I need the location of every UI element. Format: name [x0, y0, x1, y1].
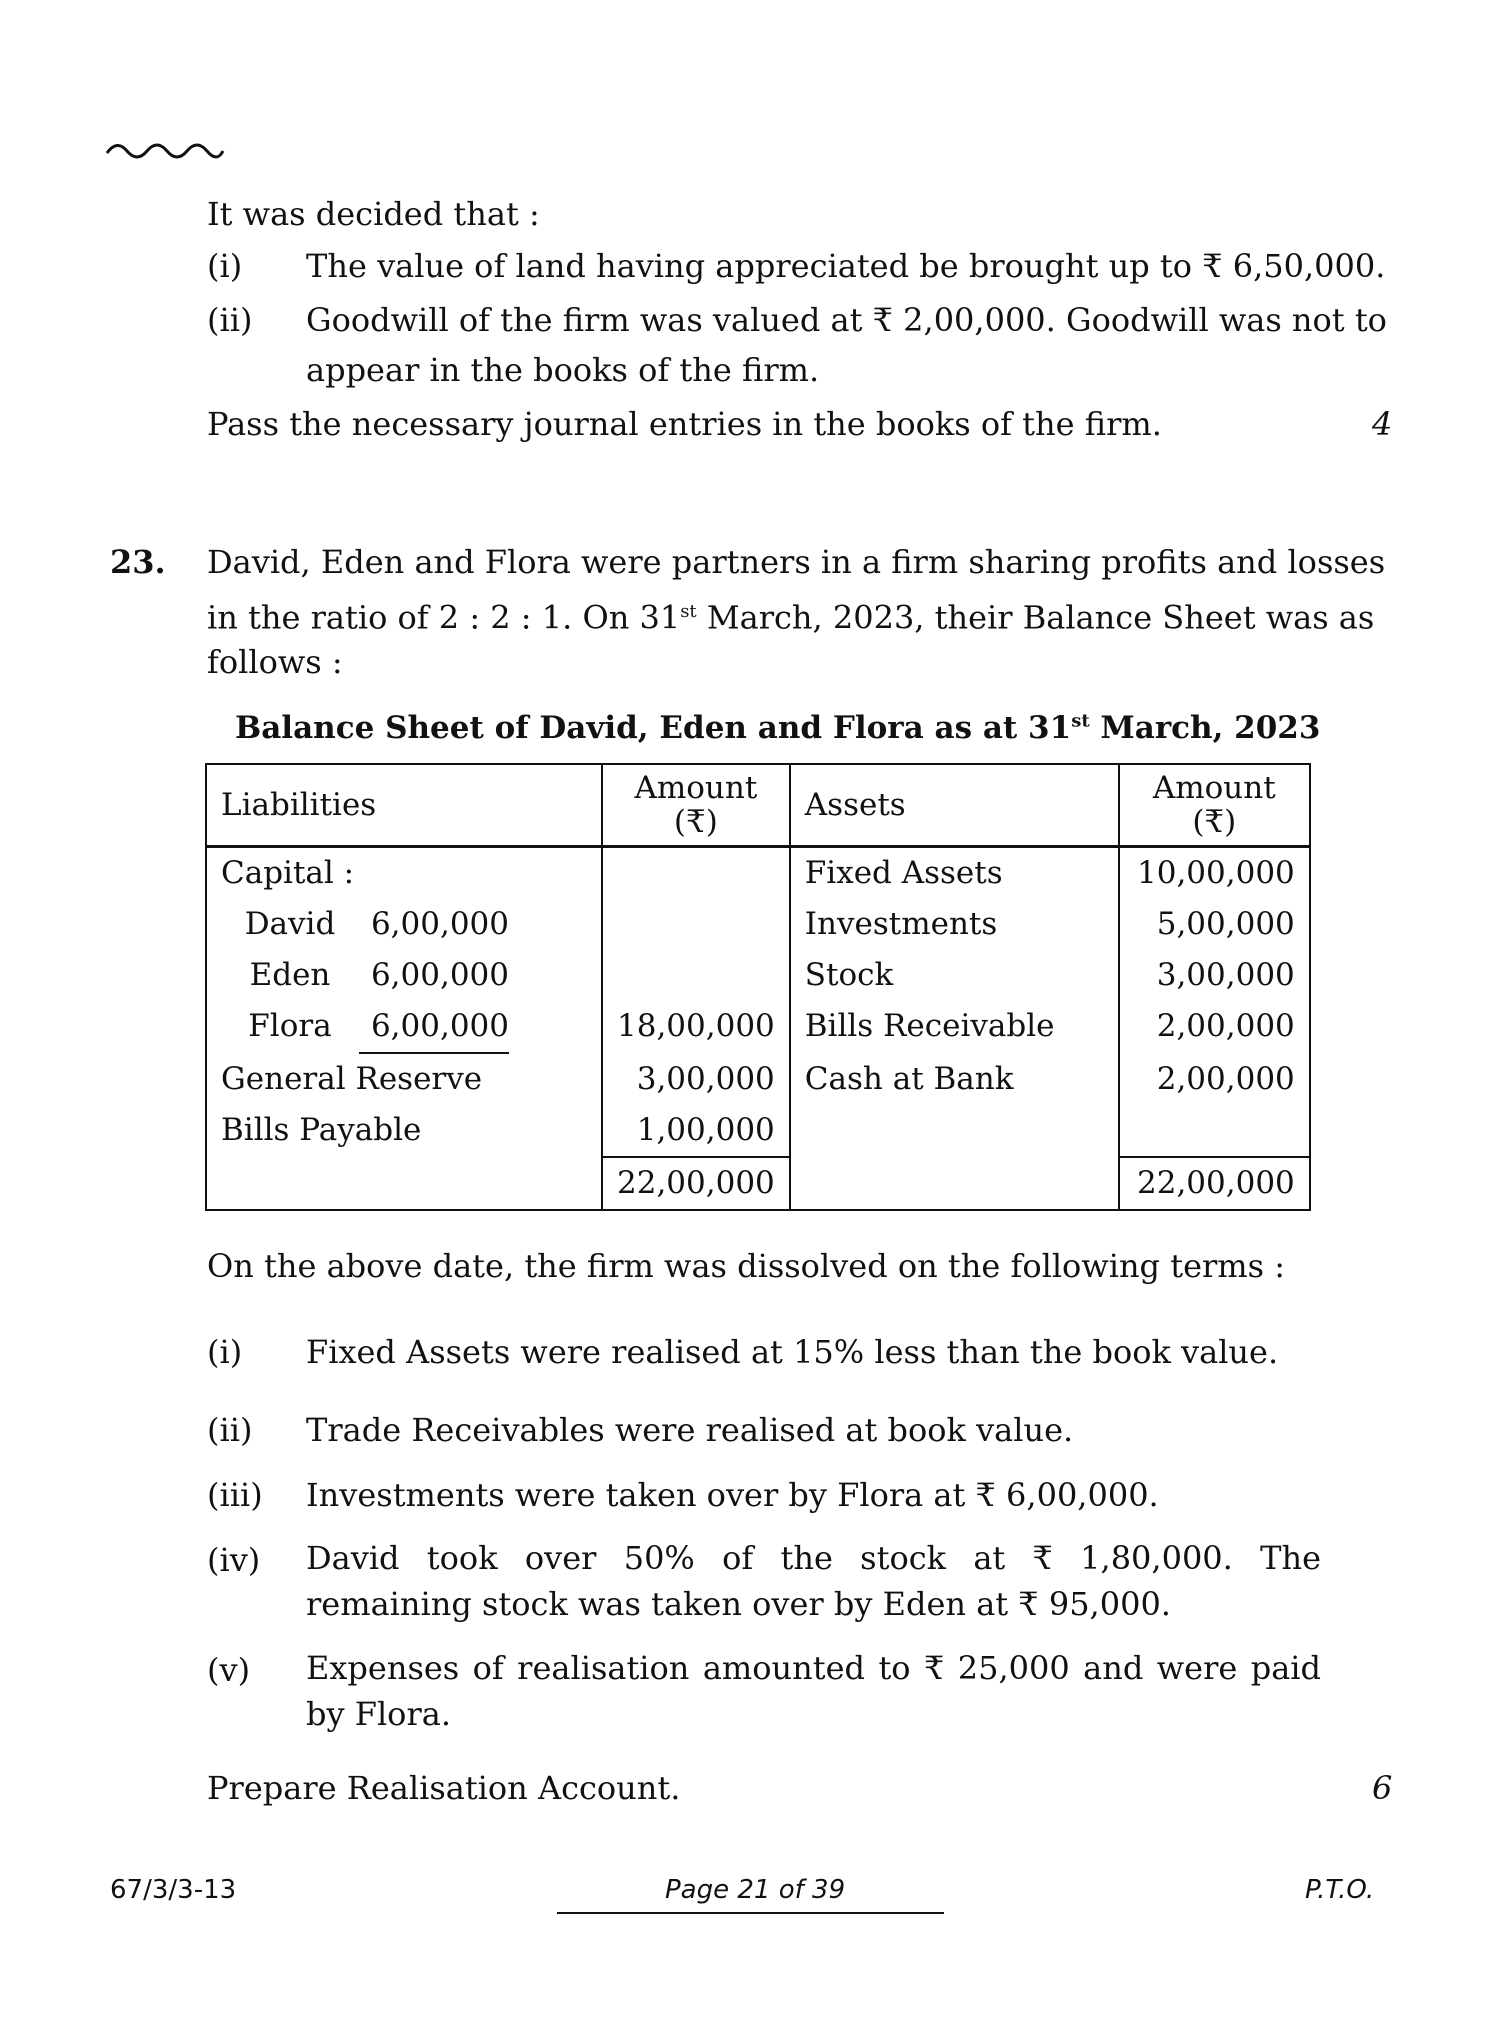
asset-value: 2,00,000	[1119, 1001, 1310, 1054]
balance-sheet-table	[205, 763, 1311, 1211]
asset-value: 5,00,000	[1119, 899, 1310, 950]
intro-text: It was decided that :	[207, 195, 540, 233]
question-text-line: follows :	[207, 643, 343, 681]
item-text-line: appear in the books of the firm.	[306, 351, 820, 389]
term-number: (iii)	[207, 1476, 263, 1514]
asset-value: 10,00,000	[1119, 847, 1310, 900]
partner-value: 6,00,000	[370, 906, 509, 942]
term-text: Fixed Assets were realised at 15% less than the book value.	[306, 1333, 1279, 1371]
partner-name: David	[244, 906, 336, 942]
header-amount: Amount (₹)	[1119, 764, 1310, 847]
asset-value: 3,00,000	[1119, 950, 1310, 1001]
term-number: (ii)	[207, 1411, 253, 1449]
capital-label: Capital :	[206, 847, 602, 900]
partner-capital	[206, 899, 602, 950]
asset-name: Investments	[790, 899, 1119, 950]
asset-name: Stock	[790, 950, 1119, 1001]
wave-mark-icon	[105, 135, 225, 165]
table-total-row	[206, 1157, 1310, 1210]
asset-name: Bills Receivable	[790, 1001, 1119, 1054]
term-text: Investments were taken over by Flora at ₹ 6,00,000.	[306, 1476, 1159, 1514]
question-number: 23.	[110, 543, 166, 581]
partner-value: 6,00,000	[359, 1001, 509, 1054]
item-text: The value of land having appreciated be brought up to ₹ 6,50,000.	[306, 247, 1386, 285]
instruction-text: Prepare Realisation Account.	[207, 1769, 681, 1807]
liability-name: Bills Payable	[206, 1105, 602, 1157]
marks-label: 6	[1372, 1769, 1393, 1807]
liability-name: General Reserve	[206, 1054, 602, 1105]
term-text: Trade Receivables were realised at book value.	[306, 1411, 1074, 1449]
total-liabilities: 22,00,000	[602, 1157, 790, 1210]
page-number: Page 21 of 39	[665, 1875, 846, 1905]
term-number: (v)	[207, 1651, 251, 1689]
partner-capital	[206, 950, 602, 1001]
table-row	[206, 899, 1310, 950]
question-text-line: David, Eden and Flora were partners in a firm sharing profits and losses	[207, 543, 1386, 581]
item-number: (i)	[207, 247, 243, 285]
instruction-text: Pass the necessary journal entries in the books of the firm.	[207, 405, 1162, 443]
asset-name: Cash at Bank	[790, 1054, 1119, 1105]
liability-value: 1,00,000	[602, 1105, 790, 1157]
total-assets: 22,00,000	[1119, 1157, 1310, 1210]
term-text: Expenses of realisation amounted to ₹ 25,000 and were paid by Flora.	[306, 1649, 1321, 1733]
term-number: (iv)	[207, 1541, 261, 1579]
footer-divider	[557, 1912, 944, 1914]
table-row	[206, 847, 1310, 900]
term-text: David took over 50% of the stock at ₹ 1,80,000. The remaining stock was taken over by Eden at ₹ 95,000.	[306, 1539, 1321, 1623]
table-row	[206, 1054, 1310, 1105]
asset-value: 2,00,000	[1119, 1054, 1310, 1105]
partner-value: 6,00,000	[370, 957, 509, 993]
marks-label: 4	[1372, 405, 1393, 443]
terms-intro: On the above date, the firm was dissolved on the following terms :	[207, 1247, 1286, 1285]
partner-name: Eden	[249, 957, 331, 993]
table-row	[206, 1105, 1310, 1157]
table-row	[206, 1001, 1310, 1054]
question-text-line: in the ratio of 2 : 2 : 1. On 31st March, 2023, their Balance Sheet was as	[207, 598, 1375, 637]
item-text-line: Goodwill of the firm was valued at ₹ 2,00,000. Goodwill was not to	[306, 301, 1387, 339]
partner-capital	[206, 1001, 602, 1054]
table-header-row	[206, 764, 1310, 847]
capital-total: 18,00,000	[602, 1001, 790, 1054]
header-amount: Amount (₹)	[602, 764, 790, 847]
liability-value: 3,00,000	[602, 1054, 790, 1105]
partner-name: Flora	[248, 1008, 332, 1044]
header-liabilities: Liabilities	[206, 764, 602, 847]
item-number: (ii)	[207, 301, 253, 339]
table-row	[206, 950, 1310, 1001]
balance-sheet-title: Balance Sheet of David, Eden and Flora as at 31st March, 2023	[235, 710, 1321, 746]
asset-name: Fixed Assets	[790, 847, 1119, 900]
term-number: (i)	[207, 1333, 243, 1371]
header-assets: Assets	[790, 764, 1119, 847]
pto-label: P.T.O.	[1305, 1875, 1375, 1905]
paper-code: 67/3/3-13	[110, 1875, 237, 1905]
